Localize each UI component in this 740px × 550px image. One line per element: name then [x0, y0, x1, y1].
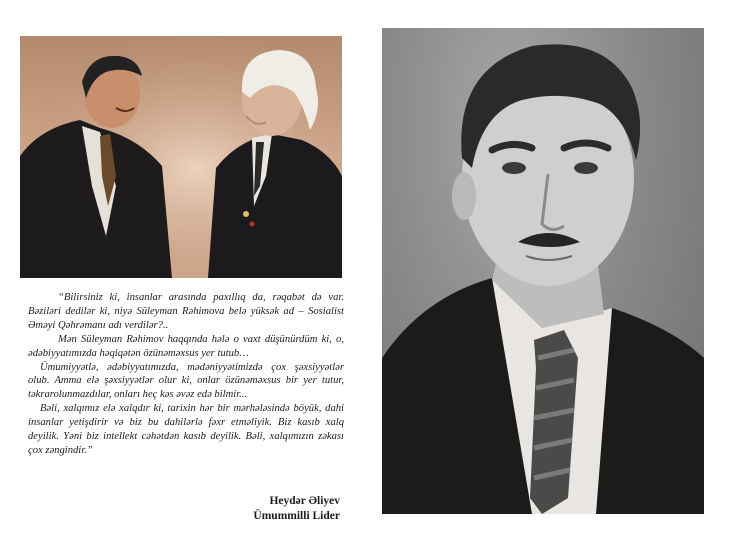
photo-two-men: [20, 36, 342, 278]
photo-two-men-illustration: [20, 36, 342, 278]
signature-block: [200, 494, 340, 524]
quote-paragraph: “Bilirsiniz ki, insanlar arasında paxıllıq da, rəqabət də var. Bəziləri dedilər ki, niyə Süleyman Rəhimova belə yüksək ad – Sosialist Əməyi Qəhrəmanı adı verdilər?..: [28, 292, 344, 331]
quote-paragraph: Bəli, xalqımız elə xalqdır ki, tarixin hər bir mərhələsində böyük, dahi insanlar yetişdirir və biz bu dahilərlə fəxr etməliyik. Biz kasıb xalq deyilik. Yəni biz intellekt cəhətdən kasıb deyilik. Bəli, xalqımızın zəkası çox zəngindir.”: [28, 403, 344, 456]
quote-paragraph: Ümumiyyətlə, ədəbiyyatımızda, mədəniyyətimizdə çox şəxsiyyətlər olub. Amma elə şəxsiyyətlər olur ki, onlar özünəməxsus bir yer tutur, təkrarolunmazdılar, onları heç kəs əvəz edə bilmir...: [28, 361, 344, 401]
signature-title: Ümummilli Lider: [253, 510, 340, 522]
portrait-photo: [382, 28, 704, 514]
quote-block: [28, 291, 344, 458]
signature-name: Heydər Əliyev: [269, 495, 340, 507]
quote-paragraph: Mən Süleyman Rəhimov haqqında hələ o vaxt düşünürdüm ki, o, ədəbiyyatımızda həqiqətən özünəməxsus yer tutub…: [28, 333, 344, 359]
portrait-illustration: [382, 28, 704, 514]
